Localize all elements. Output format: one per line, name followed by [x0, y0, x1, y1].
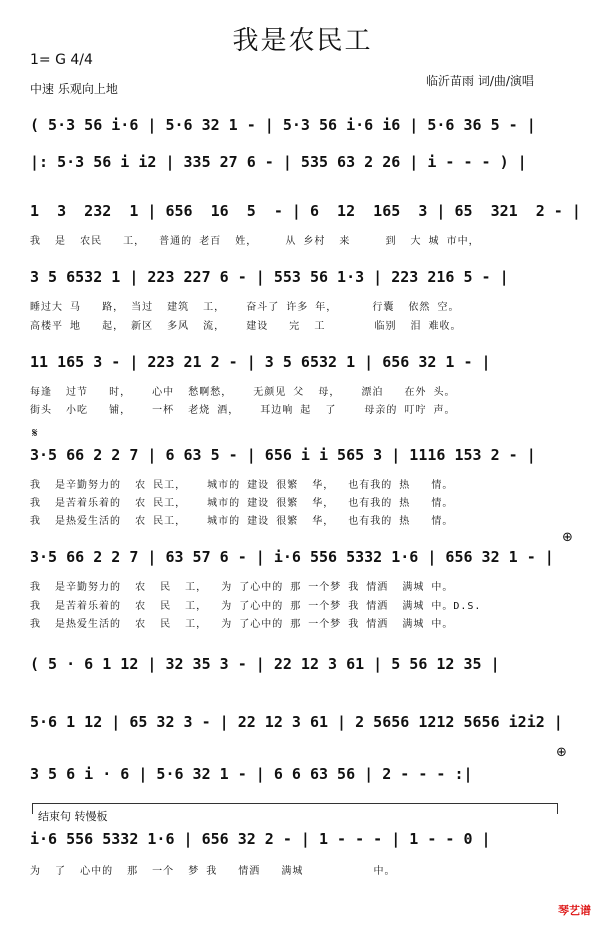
lyric-line: 睡过大 马 路， 当过 建筑 工， 奋斗了 许多 年， 行囊 依然 空。: [30, 302, 460, 313]
lyric-line: 我 是苦着乐着的 农 民工， 城市的 建设 很繁 华， 也有我的 热 情。: [30, 498, 454, 509]
lyric-line: 每逢 过节 时， 心中 愁啊愁， 无颜见 父 母， 漂泊 在外 头。: [30, 387, 456, 398]
segno-icon: 𝄋: [32, 426, 38, 441]
lyric-line: 高楼平 地 起， 新区 多风 流， 建设 完 工 临别 泪 难收。: [30, 321, 462, 332]
score-row: 3·5 66 2 2 7 | 6 63 5 - | 656 i i 565 3 | 1116 153 2 - |: [30, 446, 536, 464]
lyric-line: 我 是辛勤努力的 农 民工， 城市的 建设 很繁 华， 也有我的 热 情。: [30, 480, 454, 491]
credit-line: 临沂苗雨 词/曲/演唱: [426, 74, 534, 88]
score-row: ( 5·3 56 i·6 | 5·6 32 1 - | 5·3 56 i·6 i6 | 5·6 36 5 - |: [30, 116, 536, 134]
score-row: ( 5 · 6 1 12 | 32 35 3 - | 22 12 3 61 | 5 56 12 35 |: [30, 655, 500, 673]
lyric-line: 街头 小吃 铺， 一杯 老烧 酒， 耳边响 起 了 母亲的 叮咛 声。: [30, 405, 456, 416]
score-row: i·6 556 5332 1·6 | 656 32 2 - | 1 - - - | 1 - - 0 |: [30, 830, 491, 848]
key-signature: 1= G 4/4: [30, 52, 93, 68]
score-row: 3 5 6 i · 6 | 5·6 32 1 - | 6 6 63 56 | 2 - - - :|: [30, 765, 473, 783]
lyric-line: 我 是热爱生活的 农 民 工， 为 了心中的 那 一个梦 我 情洒 满城 中。: [30, 619, 454, 630]
score-row: 3 5 6532 1 | 223 227 6 - | 553 56 1·3 | 223 216 5 - |: [30, 268, 509, 286]
coda-icon: ⊕: [556, 745, 567, 760]
coda-icon: ⊕: [562, 530, 573, 545]
ending-bracket: [32, 803, 558, 814]
lyric-line: 我 是辛勤努力的 农 民 工， 为 了心中的 那 一个梦 我 情洒 满城 中。: [30, 582, 454, 593]
lyric-line: 我 是苦着乐着的 农 民 工， 为 了心中的 那 一个梦 我 情洒 满城 中。D.S.: [30, 601, 482, 612]
ending-label: 结束句 转慢板: [38, 810, 108, 823]
lyric-line: 为 了 心中的 那 一个 梦 我 情洒 满城 中。: [30, 866, 396, 877]
page-title: 我是农民工: [232, 26, 373, 56]
lyric-line: 我 是 农民 工， 普通的 老百 姓， 从 乡村 来 到 大 城 市中，: [30, 236, 480, 247]
score-row: 5·6 1 12 | 65 32 3 - | 22 12 3 61 | 2 5656 1212 5656 i2i2 |: [30, 713, 563, 731]
watermark-logo: 琴艺谱: [558, 904, 591, 917]
score-row: |: 5·3 56 i i2 | 335 27 6 - | 535 63 2 26 | i - - - ) |: [30, 153, 527, 171]
lyric-line: 我 是热爱生活的 农 民工， 城市的 建设 很繁 华， 也有我的 热 情。: [30, 516, 454, 527]
score-row: 1 3 232 1 | 656 16 5 - | 6 12 165 3 | 65 321 2 - |: [30, 202, 581, 220]
tempo-marking: 中速 乐观向上地: [30, 82, 118, 96]
score-row: 3·5 66 2 2 7 | 63 57 6 - | i·6 556 5332 1·6 | 656 32 1 - |: [30, 548, 554, 566]
score-row: 11 165 3 - | 223 21 2 - | 3 5 6532 1 | 656 32 1 - |: [30, 353, 491, 371]
